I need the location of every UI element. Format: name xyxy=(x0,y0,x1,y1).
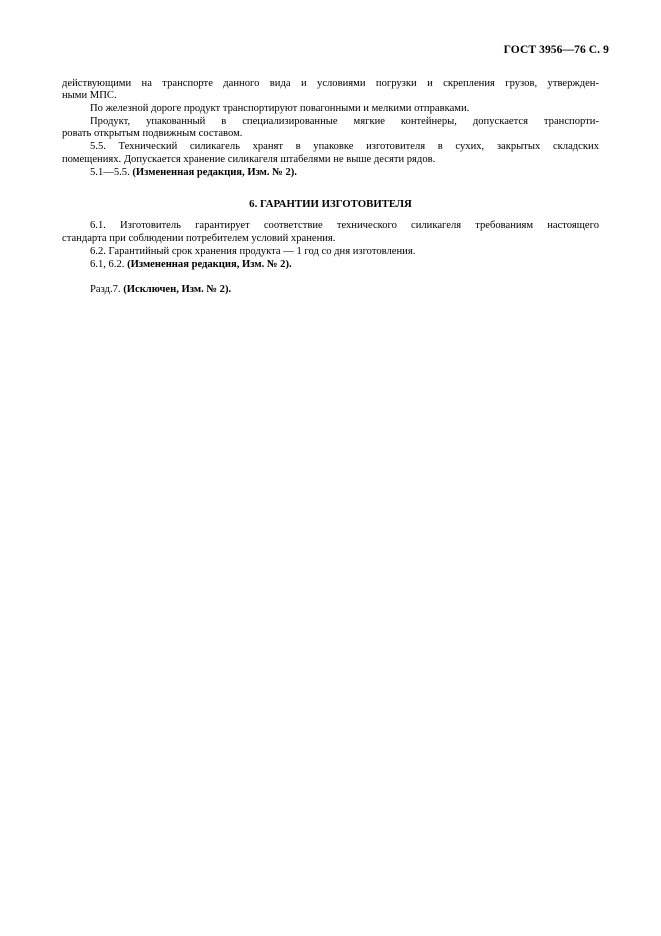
amendment-text: (Измененная редакция, Изм. № 2). xyxy=(127,259,292,270)
removed-text: (Исключен, Изм. № 2). xyxy=(123,284,232,295)
text-line: 5.5. Технический силикагель хранят в упаковке изготовителя в сухих, закрытых складских xyxy=(90,141,599,152)
text-line: помещениях. Допускается хранение силикагеля штабелями не выше десяти рядов. xyxy=(62,154,436,165)
page-header: ГОСТ 3956—76 С. 9 xyxy=(503,44,609,56)
text-line: 6.1. Изготовитель гарантирует соответствие технического силикагеля требованиям настоящего xyxy=(90,220,599,231)
text-line: По железной дороге продукт транспортируют повагонными и мелкими отправками. xyxy=(90,103,470,114)
removed-prefix: Разд.7. xyxy=(90,284,121,295)
section-title: 6. ГАРАНТИИ ИЗГОТОВИТЕЛЯ xyxy=(249,198,412,210)
amendment-note xyxy=(90,259,292,271)
section-removed-note xyxy=(90,284,231,296)
text-line: 6.2. Гарантийный срок хранения продукта — 1 год со дня изготовления. xyxy=(90,246,416,257)
amendment-prefix: 5.1—5.5. xyxy=(90,167,130,178)
amendment-prefix: 6.1, 6.2. xyxy=(90,259,125,270)
amendment-note xyxy=(90,167,297,179)
text-line: ровать открытым подвижным составом. xyxy=(62,128,243,139)
text-line: стандарта при соблюдении потребителем условий хранения. xyxy=(62,233,336,244)
text-line: Продукт, упакованный в специализированные мягкие контейнеры, допускается транспорти- xyxy=(90,116,599,127)
text-line: действующими на транспорте данного вида и условиями погрузки и скрепления грузов, утвержден- xyxy=(62,78,599,89)
text-line: ными МПС. xyxy=(62,90,117,101)
amendment-text: (Измененная редакция, Изм. № 2). xyxy=(132,167,297,178)
